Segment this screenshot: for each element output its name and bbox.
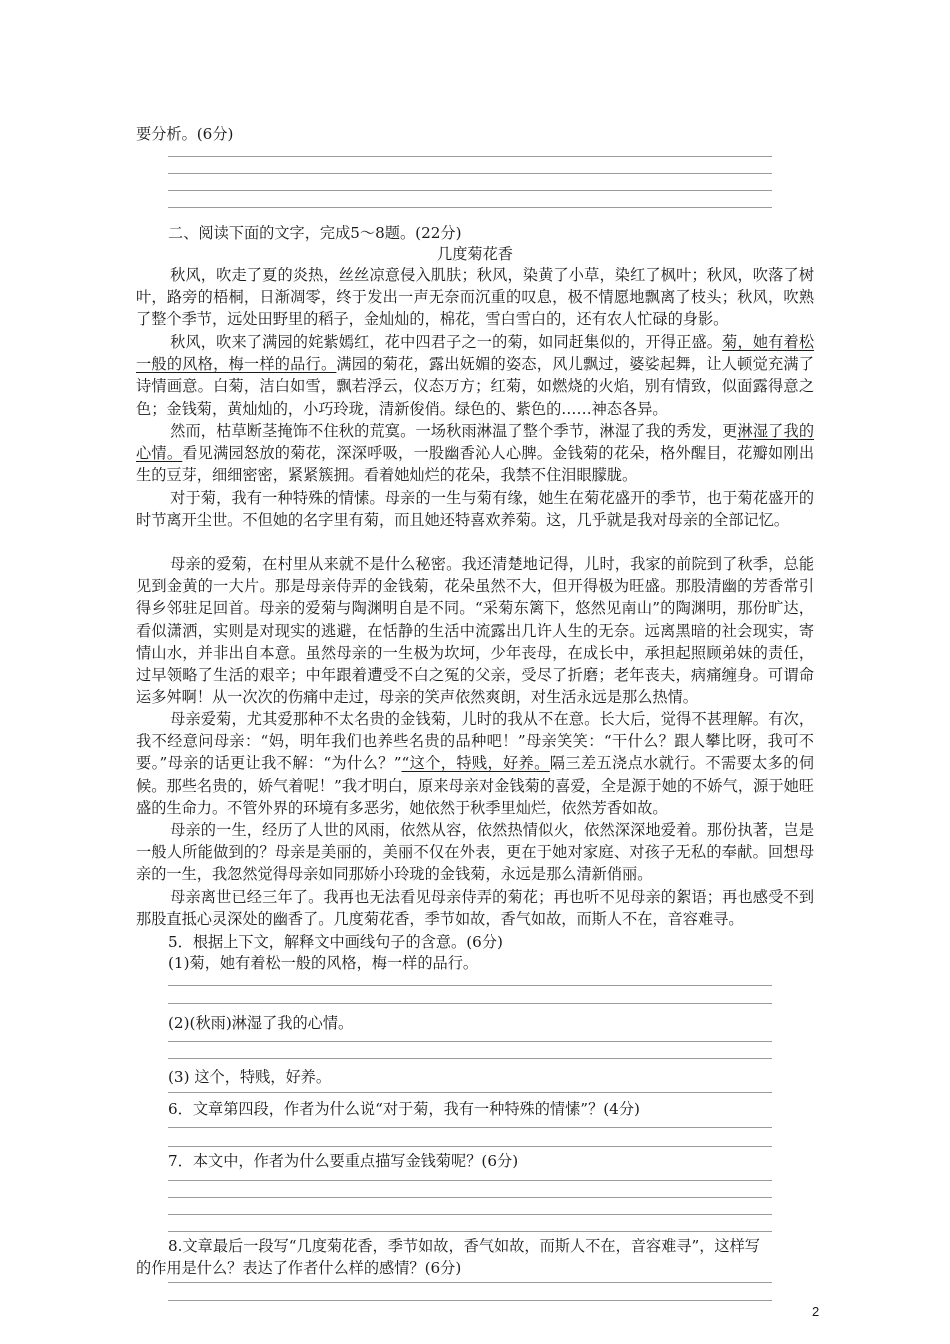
- answer-line: [168, 1180, 772, 1181]
- page-number: 2: [812, 1304, 820, 1319]
- question-5-3: (3) 这个，特贱，好养。: [168, 1068, 332, 1086]
- question-8-line1: 8.文章最后一段写“几度菊花香，季节如故，香气如故，而斯人不在，音容难寻”，这样写: [168, 1237, 760, 1255]
- passage-paragraph: 母亲的爱菊，在村里从来就不是什么秘密。我还清楚地记得，儿时，我家的前院到了秋季，总能见到金黄的一大片。那是母亲侍弄的金钱菊，花朵虽然不大，但开得极为旺盛。那股清幽的芳香常引得乡邻驻足回首。母亲的爱菊与陶渊明自是不同。“采菊东篱下，悠然见南山”的陶渊明，那份旷达，看似潇洒，实则是对现实的逃避，在恬静的生活中流露出几许人生的无奈。远离黑暗的社会现实，寄情山水，并非出自本意。虽然母亲的一生极为坎坷，少年丧母，在成长中，承担起照顾弟妹的责任，过早领略了生活的艰辛；中年跟着遭受不白之冤的父亲，受尽了折磨；老年丧夫，病痛缠身。可谓命运多舛啊！从一次次的伤痛中走过，母亲的笑声依然爽朗，对生活永远是那么热情。: [136, 555, 814, 707]
- answer-line: [168, 207, 772, 208]
- passage-title: 几度菊花香: [437, 245, 513, 263]
- answer-line: [168, 1300, 772, 1301]
- answer-line: [168, 1092, 772, 1093]
- answer-line: [168, 173, 772, 174]
- answer-line: [168, 1041, 772, 1042]
- underlined-sentence-1: 菊，她有着松一般的风格，梅一样的品行。: [136, 333, 815, 374]
- question-6: 6．文章第四段，作者为什么说“对于菊，我有一种特殊的情愫”？(4分): [168, 1100, 640, 1118]
- passage-paragraph: 母亲爱菊，尤其爱那种不太名贵的金钱菊，儿时的我从不在意。长大后，觉得不甚理解。有次，我不经意问母亲：“妈，明年我们也养些名贵的品种吧！”母亲笑笑：“干什么？跟人攀比呀，我可不要。”母亲的话更让我不解：“为什么？”“这个，特贱，好养。隔三差五浇点水就行。不需要太多的伺候。那些名贵的，娇气着呢！”我才明白，原来母亲对金钱菊的喜爱，全是源于她的不娇气，源于她旺盛的生命力。不管外界的环境有多恶劣，她依然于秋季里灿烂，依然芳香如故。: [136, 710, 815, 817]
- answer-line: [168, 190, 772, 191]
- underlined-sentence-2: 淋湿了我的心情。: [136, 422, 815, 463]
- answer-line: [168, 1197, 772, 1198]
- question-8-line2: 的作用是什么？表达了作者什么样的感情？(6分): [136, 1259, 462, 1277]
- passage-paragraph: 秋风，吹走了夏的炎热，丝丝凉意侵入肌肤；秋风，染黄了小草，染红了枫叶；秋风，吹落了树叶，路旁的梧桐，日渐凋零，终于发出一声无奈而沉重的叹息，极不情愿地飘离了枝头；秋风，吹熟了整个季节，远处田野里的稻子，金灿灿的，棉花，雪白雪白的，还有农人忙碌的身影。: [136, 266, 814, 329]
- question-5: 5．根据上下文，解释文中画线句子的含意。(6分): [168, 933, 503, 951]
- passage-paragraph: 对于菊，我有一种特殊的情愫。母亲的一生与菊有缘，她生在菊花盛开的季节，也于菊花盛开的时节离开尘世。不但她的名字里有菊，而且她还特喜欢养菊。这，几乎就是我对母亲的全部记忆。: [136, 489, 814, 530]
- question-5-2: (2)(秋雨)淋湿了我的心情。: [168, 1014, 354, 1032]
- question-7: 7．本文中，作者为什么要重点描写金钱菊呢？(6分): [168, 1152, 519, 1170]
- answer-line: [168, 1058, 772, 1059]
- answer-line: [168, 1127, 772, 1128]
- answer-line: [168, 1282, 772, 1283]
- answer-line: [168, 1231, 772, 1232]
- answer-line: [168, 1214, 772, 1215]
- answer-line: [168, 985, 772, 986]
- passage-paragraph: 秋风，吹来了满园的姹紫嫣红，花中四君子之一的菊，如同赶集似的，开得正盛。菊，她有着松一般的风格，梅一样的品行。满园的菊花，露出妩媚的姿态，风儿飘过，婆娑起舞，让人顿觉充满了诗情画意。白菊，洁白如雪，飘若浮云，仪态万方；红菊，如燃烧的火焰，别有情致，似面露得意之色；金钱菊，黄灿灿的，小巧玲珑，清新俊俏。绿色的、紫色的……神态各异。: [136, 333, 815, 418]
- q4-tail: 要分析。(6分): [136, 125, 234, 143]
- section2-header: 二、阅读下面的文字，完成5～8题。(22分): [168, 224, 462, 242]
- question-5-1: (1)菊，她有着松一般的风格，梅一样的品行。: [168, 954, 479, 972]
- passage-paragraph: 母亲的一生，经历了人世的风雨，依然从容，依然热情似火，依然深深地爱着。那份执著，岂是一般人所能做到的？母亲是美丽的，美丽不仅在外表，更在于她对家庭、对孩子无私的奉献。回想母亲的一生，我忽然觉得母亲如同那娇小玲珑的金钱菊，永远是那么清新俏丽。: [136, 821, 814, 884]
- passage-paragraph: 母亲离世已经三年了。我再也无法看见母亲侍弄的菊花；再也听不见母亲的絮语；再也感受不到那股直抵心灵深处的幽香了。几度菊花香，季节如故，香气如故，而斯人不在，音容难寻。: [136, 888, 814, 929]
- underlined-sentence-3: “这个，特贱，好养。: [401, 754, 550, 773]
- answer-line: [168, 1146, 772, 1147]
- passage-paragraph: 然而，枯草断茎掩饰不住秋的荒寞。一场秋雨淋温了整个季节，淋湿了我的秀发，更淋湿了我的心情。看见满园怒放的菊花，深深呼吸，一股幽香沁人心脾。金钱菊的花朵，格外醒目，花瓣如刚出生的豆芽，细细密密，紧紧簇拥。看着她灿烂的花朵，我禁不住泪眼朦胧。: [136, 422, 815, 485]
- answer-line: [168, 1003, 772, 1004]
- answer-line: [168, 156, 772, 157]
